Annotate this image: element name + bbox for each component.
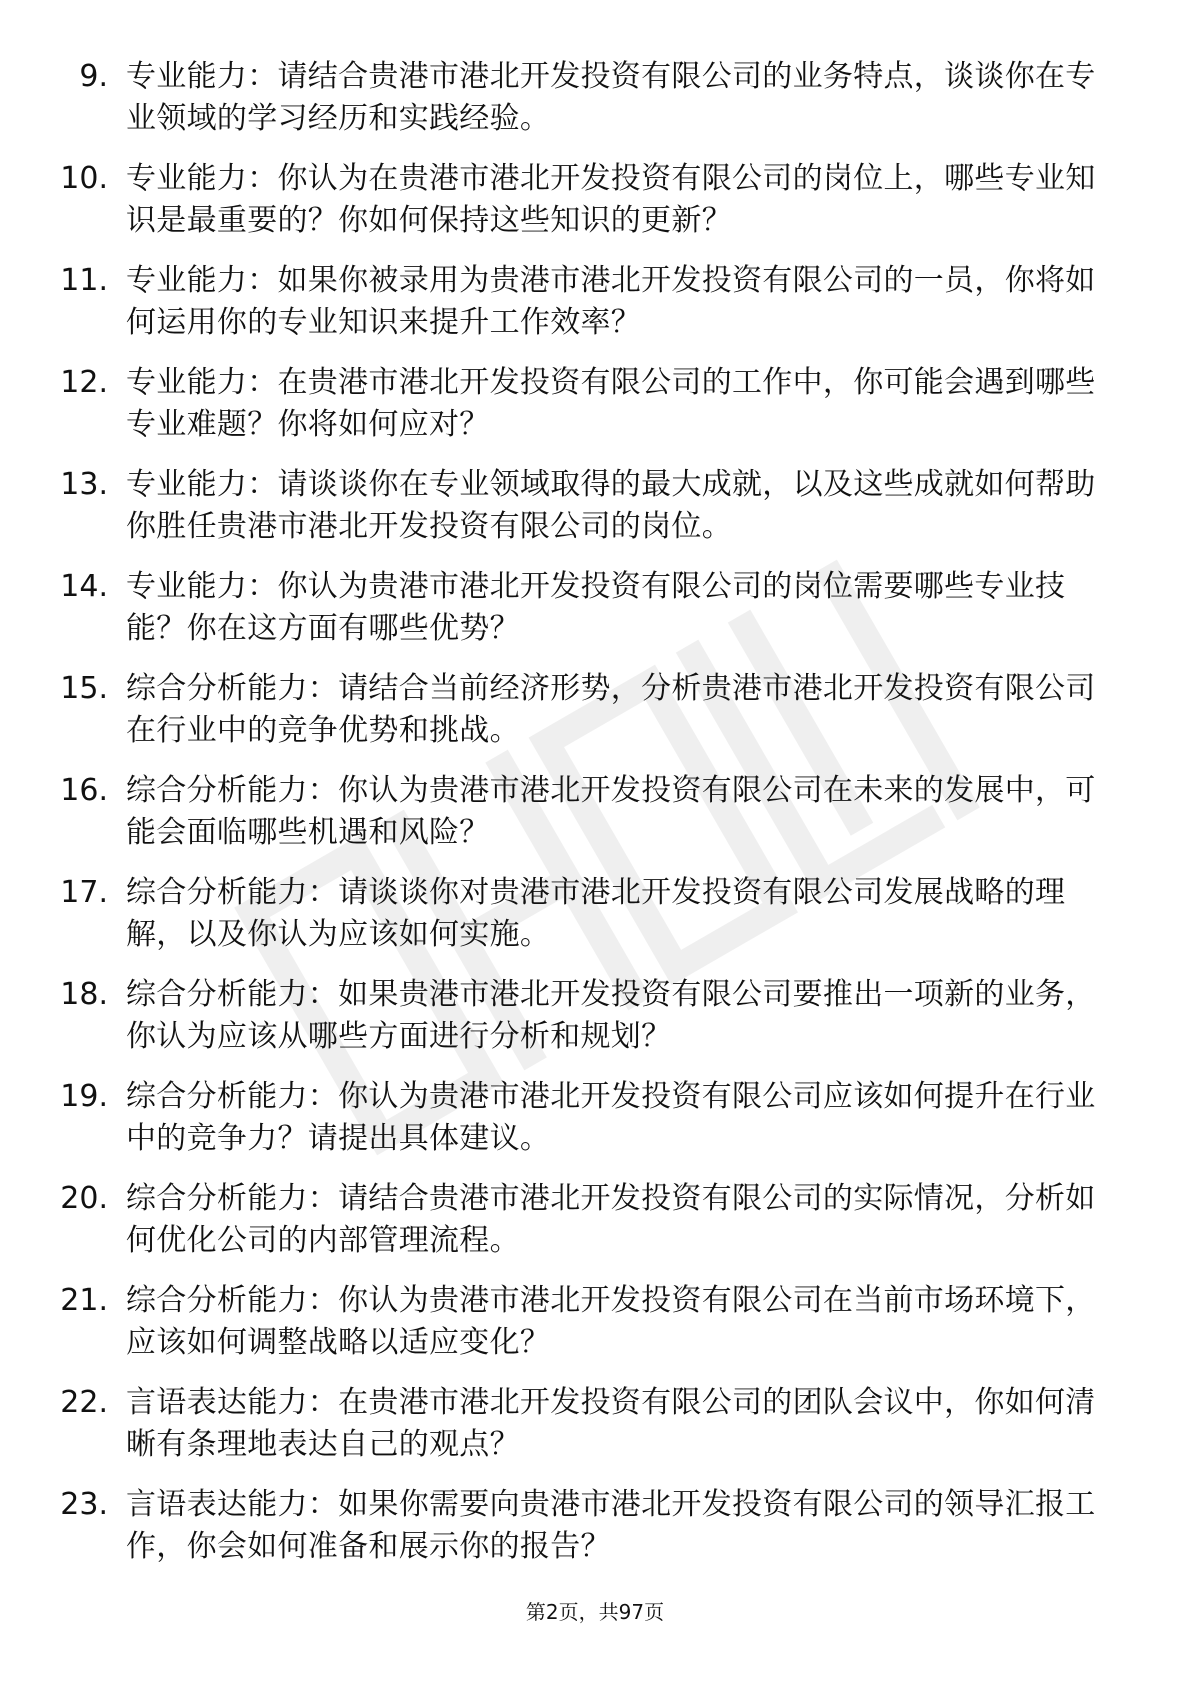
question-number: 17. [60, 875, 108, 910]
question-text: 综合分析能力：你认为贵港市港北开发投资有限公司在未来的发展中，可能会面临哪些机遇和风险？ [126, 773, 1096, 850]
question-number: 23. [60, 1487, 108, 1522]
question-item [0, 1484, 1190, 1586]
question-number: 19. [60, 1079, 108, 1114]
question-item [0, 1178, 1190, 1280]
question-number: 16. [60, 773, 108, 808]
question-item [0, 464, 1190, 566]
question-number: 12. [60, 365, 108, 400]
question-number: 21. [60, 1283, 108, 1318]
question-number: 11. [60, 263, 108, 298]
page-footer: 第2页，共97页 [525, 1600, 665, 1624]
question-text: 专业能力：你认为贵港市港北开发投资有限公司的岗位需要哪些专业技能？你在这方面有哪些优势？ [126, 569, 1066, 646]
question-number: 13. [60, 467, 108, 502]
question-text: 综合分析能力：请结合贵港市港北开发投资有限公司的实际情况，分析如何优化公司的内部管理流程。 [126, 1181, 1096, 1258]
question-text: 专业能力：请结合贵港市港北开发投资有限公司的业务特点，谈谈你在专业领域的学习经历和实践经验。 [126, 59, 1096, 136]
question-number: 15. [60, 671, 108, 706]
question-text: 专业能力：在贵港市港北开发投资有限公司的工作中，你可能会遇到哪些专业难题？你将如何应对？ [126, 365, 1096, 442]
question-text: 综合分析能力：你认为贵港市港北开发投资有限公司应该如何提升在行业中的竞争力？请提出具体建议。 [126, 1079, 1096, 1156]
question-text: 综合分析能力：如果贵港市港北开发投资有限公司要推出一项新的业务，你认为应该从哪些方面进行分析和规划？ [126, 977, 1096, 1054]
question-text: 言语表达能力：在贵港市港北开发投资有限公司的团队会议中，你如何清晰有条理地表达自己的观点？ [126, 1385, 1096, 1462]
question-number: 14. [60, 569, 108, 604]
question-number: 9. [79, 59, 108, 94]
question-item [0, 770, 1190, 872]
question-text: 综合分析能力：请结合当前经济形势，分析贵港市港北开发投资有限公司在行业中的竞争优势和挑战。 [126, 671, 1096, 748]
question-text: 专业能力：如果你被录用为贵港市港北开发投资有限公司的一员，你将如何运用你的专业知识来提升工作效率？ [126, 263, 1096, 340]
question-number: 10. [60, 161, 108, 196]
question-item [0, 668, 1190, 770]
question-text: 综合分析能力：你认为贵港市港北开发投资有限公司在当前市场环境下，应该如何调整战略以适应变化？ [126, 1283, 1096, 1360]
question-number: 20. [60, 1181, 108, 1216]
question-item [0, 1280, 1190, 1382]
question-item [0, 974, 1190, 1076]
question-item [0, 56, 1190, 158]
question-number: 18. [60, 977, 108, 1012]
question-text: 专业能力：你认为在贵港市港北开发投资有限公司的岗位上，哪些专业知识是最重要的？你如何保持这些知识的更新？ [126, 161, 1096, 238]
question-text: 综合分析能力：请谈谈你对贵港市港北开发投资有限公司发展战略的理解，以及你认为应该如何实施。 [126, 875, 1066, 952]
question-item [0, 260, 1190, 362]
question-text: 专业能力：请谈谈你在专业领域取得的最大成就，以及这些成就如何帮助你胜任贵港市港北开发投资有限公司的岗位。 [126, 467, 1096, 544]
question-list [0, 56, 1190, 1586]
question-item [0, 872, 1190, 974]
question-item [0, 362, 1190, 464]
question-item [0, 566, 1190, 668]
question-number: 22. [60, 1385, 108, 1420]
question-item [0, 1382, 1190, 1484]
question-item [0, 1076, 1190, 1178]
question-item [0, 158, 1190, 260]
question-text: 言语表达能力：如果你需要向贵港市港北开发投资有限公司的领导汇报工作，你会如何准备和展示你的报告？ [126, 1487, 1096, 1564]
